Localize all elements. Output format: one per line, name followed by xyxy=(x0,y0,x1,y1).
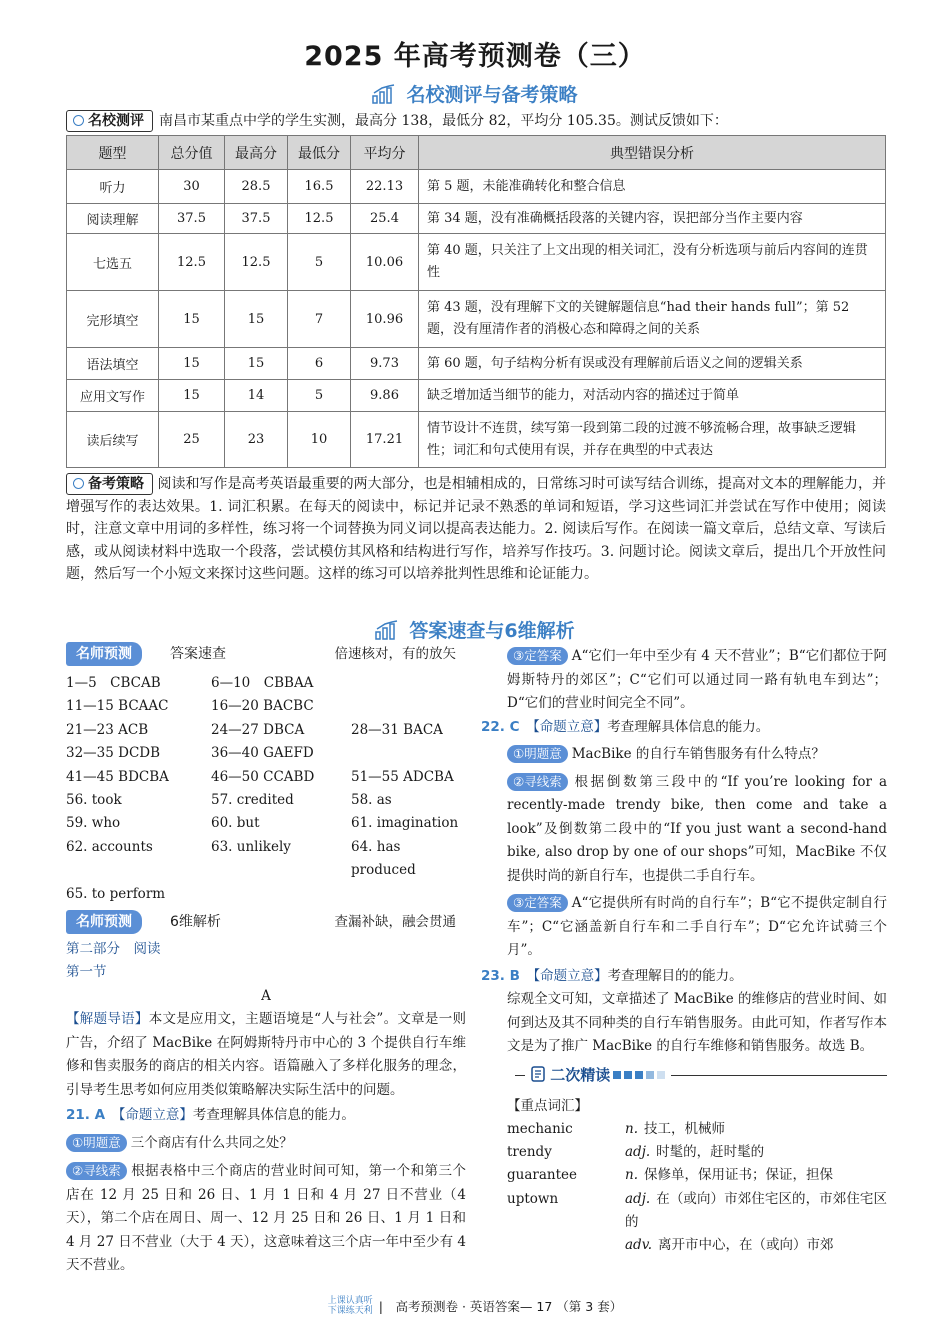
band-right: 倍速核对，有的放矢 xyxy=(334,646,456,662)
section-heading-text: 名校测评与备考策略 xyxy=(406,84,578,106)
step-pill: ②寻线索 xyxy=(66,1162,127,1180)
q21-step1-text: 三个商店有什么共同之处？ xyxy=(130,1134,293,1151)
vocab-def xyxy=(625,1141,887,1164)
table-row xyxy=(67,234,886,291)
cell: 30 xyxy=(159,170,225,204)
cell: 阅读理解 xyxy=(67,204,159,234)
cell: 第 5 题，未能准确转化和整合信息 xyxy=(419,170,886,204)
tag-dot-icon xyxy=(73,115,84,126)
cell: 12.5 xyxy=(225,234,288,291)
answer-item xyxy=(351,672,466,695)
q21-heading xyxy=(66,1104,466,1128)
guide-text: 本文是应用文，主题语境是“人与社会”。文章是一则广告，介绍了 MacBike 在阿姆斯特丹市中心的 3 个提供自行车维修和售卖服务的商店的相关内容。语篇融入了多样化服务的理念，引导考生思考如何应用类似策略解决实际生活中的问题。 xyxy=(66,1011,466,1098)
answer-item: 58. as xyxy=(351,792,392,809)
cell: 17.21 xyxy=(351,412,419,468)
answer-item: 46—50 CCABD xyxy=(211,768,315,785)
cell: 情节设计不连贯，续写第一段到第二段的过渡不够流畅合理，故事缺乏逻辑性；词汇和句式使用有误，并存在典型的中式表达 xyxy=(419,412,886,468)
band-label: 名师预测 xyxy=(66,910,142,934)
answer-grid xyxy=(66,672,466,906)
evaluation-tag xyxy=(66,110,153,132)
cell: 读后续写 xyxy=(67,412,159,468)
answer-item: 63. unlikely xyxy=(211,838,291,855)
cell: 25 xyxy=(159,412,225,468)
q21-number: 21. A xyxy=(66,1107,106,1124)
step-pill: ①明题意 xyxy=(66,1134,127,1152)
logo-line: 上课认真听 xyxy=(327,1296,373,1306)
vocab-word: mechanic xyxy=(507,1121,573,1137)
vocab-meaning: 技工，机械师 xyxy=(644,1121,725,1137)
vocab-word: guarantee xyxy=(507,1167,577,1184)
table-header-row xyxy=(67,136,886,170)
cell: 第 60 题，句子结构分析有误或没有理解前后语义之间的逻辑关系 xyxy=(419,348,886,380)
cell: 15 xyxy=(159,291,225,348)
answer-item: 64. has produced xyxy=(351,838,416,879)
page-footer: 上课认真听 下课练天利 | 高考预测卷 · 英语答案— 17 （第 3 套） xyxy=(327,1296,623,1316)
answer-item: 41—45 BDCBA xyxy=(66,768,169,785)
q22-intent: 考查理解具体信息的能力。 xyxy=(607,718,770,735)
q21-step1 xyxy=(66,1132,466,1156)
guide-label: 【解题导语】 xyxy=(66,1011,149,1028)
cell: 15 xyxy=(159,380,225,412)
answer-item: 36—40 GAEFD xyxy=(211,745,314,762)
part-text: 第二部分 阅读 xyxy=(66,941,161,958)
cell: 完形填空 xyxy=(67,291,159,348)
section-heading-text: 答案速查与6维解析 xyxy=(409,620,575,642)
cell: 9.73 xyxy=(351,348,419,380)
vocab-pos: adj. xyxy=(625,1144,651,1161)
q22-step1-text: MacBike 的自行车销售服务有什么特点？ xyxy=(571,746,825,762)
table-row xyxy=(67,291,886,348)
answer-item: 60. but xyxy=(211,815,260,832)
vocab-def xyxy=(625,1164,887,1187)
band-right: 查漏补缺，融会贯通 xyxy=(334,914,456,931)
left-column xyxy=(66,642,466,1278)
answer-item xyxy=(351,742,466,765)
square-icon xyxy=(613,1071,621,1079)
step-pill: ③定答案 xyxy=(507,647,568,665)
score-table xyxy=(66,135,886,468)
passage-label: A xyxy=(261,988,271,1005)
table-row xyxy=(67,348,886,380)
answer-item xyxy=(351,695,466,718)
q23-body: 综观全文可知，文章描述了 MacBike 的维修店的营业时间、如何到达及其不同种类的自行车销售服务。由此可知，作者写作本文是为了推广 MacBike 的自行车维修和销售服务。故选 B。 xyxy=(507,991,887,1054)
evaluation-line xyxy=(66,110,728,132)
vocab-pos: n. xyxy=(625,1167,638,1184)
answer-item: 59. who xyxy=(66,815,121,832)
vocab-def xyxy=(625,1234,887,1257)
col-header: 最低分 xyxy=(288,136,351,170)
book-icon xyxy=(531,1066,550,1084)
vocab-pos: n. xyxy=(625,1121,638,1137)
section-heading-evaluation xyxy=(0,80,950,109)
right-column xyxy=(481,645,887,1257)
col-header: 最高分 xyxy=(225,136,288,170)
cell: 37.5 xyxy=(159,204,225,234)
cell: 12.5 xyxy=(159,234,225,291)
answer-item xyxy=(211,883,351,906)
col-header: 总分值 xyxy=(159,136,225,170)
q21-intent-label: 【命题立意】 xyxy=(118,1107,193,1124)
vocab-list xyxy=(507,1118,887,1257)
brand-logo xyxy=(328,1296,373,1316)
vocab-meaning: 离开市中心，在（或向）市郊 xyxy=(658,1237,834,1254)
table-row xyxy=(67,412,886,468)
cell: 听力 xyxy=(67,170,159,204)
q23-intent: 考查理解目的的能力。 xyxy=(607,967,743,984)
footer-text: 高考预测卷 · 英语答案— 17 （第 3 套） xyxy=(395,1299,623,1314)
cell: 23 xyxy=(225,412,288,468)
cell: 10 xyxy=(288,412,351,468)
cell: 语法填空 xyxy=(67,348,159,380)
q22-step3 xyxy=(507,892,887,963)
cell: 16.5 xyxy=(288,170,351,204)
strategy-paragraph xyxy=(66,473,886,586)
section-label xyxy=(66,961,466,984)
answer-item: 11—15 BCAAC xyxy=(66,698,169,715)
cell: 22.13 xyxy=(351,170,419,204)
cell: 10.96 xyxy=(351,291,419,348)
band-mid: 答案速查 xyxy=(170,646,226,662)
refine-header xyxy=(507,1063,887,1091)
cell: 14 xyxy=(225,380,288,412)
cell: 缺乏增加适当细节的能力，对活动内容的描述过于简单 xyxy=(419,380,886,412)
evaluation-text: 南昌市某重点中学的学生实测，最高分 138，最低分 82，平均分 105.35。测试反馈如下： xyxy=(159,113,728,129)
square-icon xyxy=(657,1071,665,1079)
cell: 9.86 xyxy=(351,380,419,412)
square-icon xyxy=(624,1071,632,1079)
q23-intent-label: 【命题立意】 xyxy=(533,967,608,984)
answer-item: 62. accounts xyxy=(66,838,153,855)
q23-number: 23. B xyxy=(481,967,520,984)
band-mid: 6维解析 xyxy=(170,914,221,931)
chart-icon xyxy=(372,84,396,109)
answers-band xyxy=(66,642,466,666)
cell: 第 40 题，只关注了上文出现的相关词汇，没有分析选项与前后内容间的连贯性 xyxy=(419,234,886,291)
q21-intent: 考查理解具体信息的能力。 xyxy=(192,1107,355,1124)
answer-item: 6—10 CBBAA xyxy=(211,675,314,691)
answer-item: 28—31 BACA xyxy=(351,721,443,738)
tag-dot-icon xyxy=(73,478,84,489)
band-label: 名师预测 xyxy=(66,642,142,666)
q22-step1 xyxy=(507,743,887,767)
answer-item: 51—55 ADCBA xyxy=(351,768,454,785)
vocab-title: 【重点词汇】 xyxy=(507,1097,588,1114)
q21-step3-text: A“它们一年中至少有 4 天不营业”；B“它们都位于阿姆斯特丹的郊区”；C“它们可以通过同一路有轨电车到达”；D“它们的营业时间完全不同”。 xyxy=(507,648,887,711)
vocab-word: trendy xyxy=(507,1144,552,1161)
answer-item: 1—5 CBCAB xyxy=(66,675,161,691)
page-title: 2025 年高考预测卷（三） xyxy=(304,41,646,72)
cell: 10.06 xyxy=(351,234,419,291)
evaluation-tag-label: 名校测评 xyxy=(88,113,144,129)
strategy-text: 阅读和写作是高考英语最重要的两大部分，也是相辅相成的，日常练习时可读写结合训练，提高对文本的理解能力，并增强写作的表达效果。1. 词汇积累。在每天的阅读中，标记并记录不熟悉的单词和短语，学习这些词汇并尝试在写作中使用；阅读时，注意文章中用词的多样性，练习将一个词替换为同义词以提高表达能力。2. 阅读后写作。在阅读一篇文章后，总结文章、写读后感，或从阅读材料中选取一个段落，尝试模仿其风格和结构进行写作，培养写作技巧。3. 问题讨论。阅读文章后，提出几个开放性问题，然后写一个小短文来探讨这些问题。这样的练习可以培养批判性思维和论证能力。 xyxy=(66,476,887,582)
vocab-meaning: 在（或向）市郊住宅区的，市郊住宅区的 xyxy=(625,1190,887,1230)
analysis-band xyxy=(66,910,466,934)
section-text: 第一节 xyxy=(66,964,107,981)
answer-item: 21—23 ACB xyxy=(66,721,149,738)
q21-step2-text: 根据表格中三个商店的营业时间可知，第一个和第三个店在 12 月 25 日和 26 日、1 月 1 日和 4 月 27 日不营业（4 天），第二个店在周日、周一、12 月 25 日和 26 日、1 月 1 日和 4 月 27 日不营业（大于 4 天），这意味着这三个店一年中至少有 4 天不营业。 xyxy=(66,1163,466,1274)
vocab-word xyxy=(507,1234,625,1257)
vocab-pos: adv. xyxy=(625,1237,653,1254)
vocab-word: uptown xyxy=(507,1190,559,1207)
table-row xyxy=(67,170,886,204)
step-pill: ③定答案 xyxy=(507,894,568,912)
cell: 7 xyxy=(288,291,351,348)
q22-number: 22. C xyxy=(481,718,520,735)
vocab-def xyxy=(625,1118,887,1141)
part-label xyxy=(66,938,466,961)
cell: 15 xyxy=(225,291,288,348)
cell: 15 xyxy=(159,348,225,380)
guide-paragraph xyxy=(66,1008,466,1102)
answer-item: 32—35 DCDB xyxy=(66,745,161,762)
cell: 5 xyxy=(288,234,351,291)
q21-step2 xyxy=(66,1160,466,1278)
square-icon xyxy=(646,1071,654,1079)
cell: 28.5 xyxy=(225,170,288,204)
table-row xyxy=(67,204,886,234)
cell: 应用文写作 xyxy=(67,380,159,412)
col-header: 题型 xyxy=(67,136,159,170)
cell: 25.4 xyxy=(351,204,419,234)
cell: 37.5 xyxy=(225,204,288,234)
answer-item: 65. to perform xyxy=(66,885,166,902)
answer-item: 56. took xyxy=(66,792,122,809)
step-pill: ②寻线索 xyxy=(507,773,568,791)
vocab-meaning: 保修单，保用证书；保证，担保 xyxy=(644,1167,833,1184)
strategy-tag xyxy=(66,473,153,495)
vocab-pos: adj. xyxy=(625,1190,651,1207)
q22-step2-text: 根据倒数第三段中的“If you’re looking for a recently-made trendy bike, then come and take a look”及倒数第二段中的“If you just want a second-hand bike, also drop by one of our shops”可知，MacBike 不仅提供时尚的新自行车，也提供二手自行车。 xyxy=(507,773,887,884)
cell: 12.5 xyxy=(288,204,351,234)
vocab-def xyxy=(625,1188,887,1234)
strategy-tag-label: 备考策略 xyxy=(88,476,144,492)
cell: 5 xyxy=(288,380,351,412)
logo-line: 下课练天利 xyxy=(327,1306,373,1316)
step-pill: ①明题意 xyxy=(507,745,568,763)
answer-item: 57. credited xyxy=(211,792,294,809)
refine-box xyxy=(525,1063,671,1087)
cell: 15 xyxy=(225,348,288,380)
col-header: 平均分 xyxy=(351,136,419,170)
answer-item: 16—20 BACBC xyxy=(211,698,314,715)
answer-item: 24—27 DBCA xyxy=(211,721,305,738)
q22-step3-text: A“它提供所有时尚的自行车”；B“它不提供定制自行车”；C“它涵盖新自行车和二手自行车”；D“它允许试骑三个月”。 xyxy=(507,895,887,958)
q22-heading xyxy=(481,716,887,740)
q21-step3 xyxy=(507,645,887,716)
cell: 6 xyxy=(288,348,351,380)
refine-title: 二次精读 xyxy=(550,1065,611,1084)
q23-heading xyxy=(481,965,887,989)
answer-item: 61. imagination xyxy=(351,815,459,832)
section-heading-answers xyxy=(0,616,950,645)
cell: 七选五 xyxy=(67,234,159,291)
col-header: 典型错误分析 xyxy=(419,136,886,170)
q22-step2 xyxy=(507,771,887,889)
square-icon xyxy=(635,1071,643,1079)
table-row xyxy=(67,380,886,412)
q22-intent-label: 【命题立意】 xyxy=(533,718,608,735)
cell: 第 43 题，没有理解下文的关键解题信息“had their hands full”；第 52 题，没有厘清作者的消极心态和障碍之间的关系 xyxy=(419,291,886,348)
vocab-meaning: 时髦的，赶时髦的 xyxy=(656,1144,765,1161)
cell: 第 34 题，没有准确概括段落的关键内容，误把部分当作主要内容 xyxy=(419,204,886,234)
answer-item xyxy=(351,883,466,906)
